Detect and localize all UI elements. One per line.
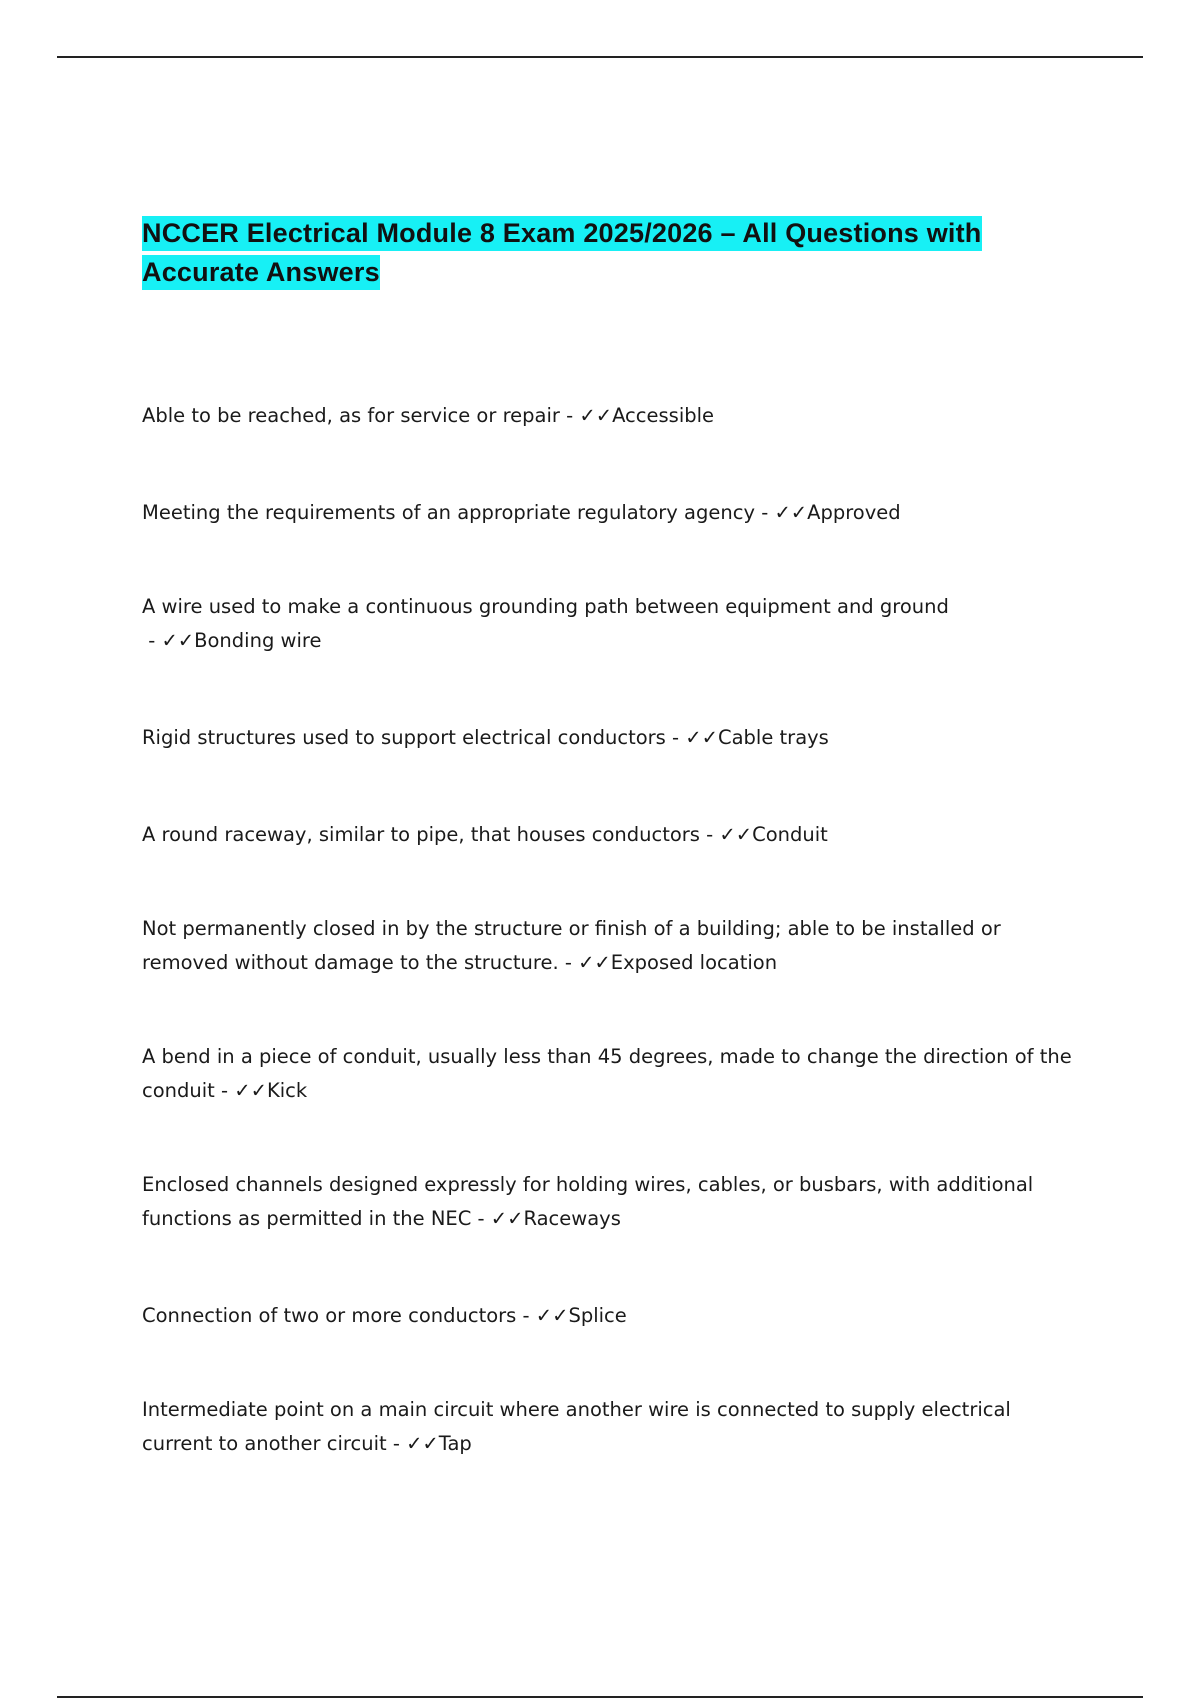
check-mark-icon: ✓✓ xyxy=(685,726,718,749)
separator: - xyxy=(755,501,775,524)
separator: - xyxy=(214,1079,235,1102)
check-mark-icon: ✓✓ xyxy=(579,404,613,427)
check-mark-icon: ✓✓ xyxy=(535,1304,569,1327)
question-text: Connection of two or more conductors xyxy=(142,1304,517,1327)
qa-item xyxy=(142,399,1072,433)
bottom-rule xyxy=(57,1696,1143,1698)
qa-item xyxy=(142,590,1072,658)
answer-text: Conduit xyxy=(752,823,828,846)
answer-text: Bonding wire xyxy=(194,629,322,652)
title-highlight: NCCER Electrical Module 8 Exam 2025/2026 – All Questions with Accurate Answers xyxy=(142,216,982,290)
separator: - xyxy=(471,1207,491,1230)
answer-text: Exposed location xyxy=(610,951,778,974)
qa-item xyxy=(142,818,1072,852)
qa-item xyxy=(142,1393,1072,1461)
qa-item xyxy=(142,721,1072,755)
qa-item xyxy=(142,1040,1072,1108)
separator: - xyxy=(142,629,162,652)
qa-item xyxy=(142,1299,1072,1333)
question-text: Intermediate point on a main circuit where another wire is connected to supply electrical current to another circuit xyxy=(142,1398,1011,1455)
check-mark-icon: ✓✓ xyxy=(490,1207,524,1230)
answer-text: Tap xyxy=(438,1432,472,1455)
check-mark-icon: ✓✓ xyxy=(234,1079,267,1102)
question-text: A wire used to make a continuous grounding path between equipment and ground xyxy=(142,595,949,618)
qa-item xyxy=(142,496,1072,530)
separator: - xyxy=(665,726,686,749)
check-mark-icon: ✓✓ xyxy=(719,823,753,846)
qa-item xyxy=(142,1168,1072,1236)
top-rule xyxy=(57,56,1143,58)
answer-text: Splice xyxy=(568,1304,627,1327)
question-text: Able to be reached, as for service or repair xyxy=(142,404,560,427)
separator: - xyxy=(559,404,580,427)
qa-item xyxy=(142,912,1072,980)
check-mark-icon: ✓✓ xyxy=(774,501,808,524)
question-text: Not permanently closed in by the structure or finish of a building; able to be installed or removed without damage to the structure. xyxy=(142,917,1001,974)
answer-text: Approved xyxy=(807,501,901,524)
answer-text: Accessible xyxy=(612,404,715,427)
answer-text: Cable trays xyxy=(717,726,829,749)
separator: - xyxy=(558,951,579,974)
question-text: Meeting the requirements of an appropriate regulatory agency xyxy=(142,501,755,524)
answer-text: Kick xyxy=(266,1079,308,1102)
check-mark-icon: ✓✓ xyxy=(578,951,611,974)
separator: - xyxy=(699,823,720,846)
question-text: A bend in a piece of conduit, usually less than 45 degrees, made to change the direction of the conduit xyxy=(142,1045,1072,1102)
question-text: Enclosed channels designed expressly for holding wires, cables, or busbars, with additional functions as permitted in the NEC xyxy=(142,1173,1034,1230)
separator: - xyxy=(516,1304,536,1327)
question-text: Rigid structures used to support electrical conductors xyxy=(142,726,666,749)
question-text: A round raceway, similar to pipe, that houses conductors xyxy=(142,823,700,846)
check-mark-icon: ✓✓ xyxy=(406,1432,439,1455)
document-title xyxy=(142,214,1082,292)
separator: - xyxy=(386,1432,407,1455)
answer-text: Raceways xyxy=(523,1207,621,1230)
check-mark-icon: ✓✓ xyxy=(161,629,195,652)
